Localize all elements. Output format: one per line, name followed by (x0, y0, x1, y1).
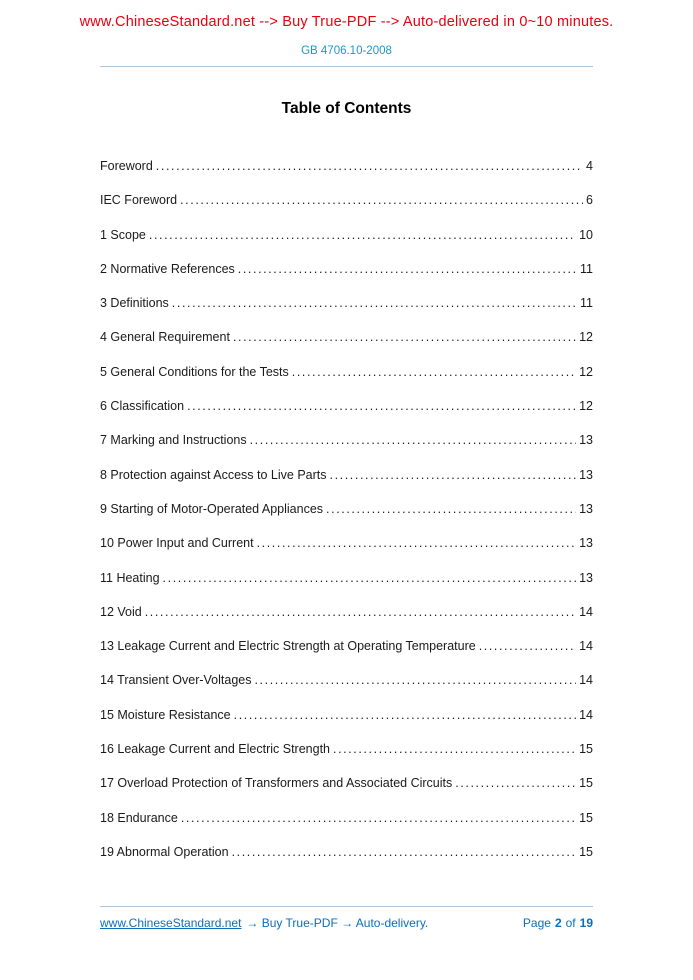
toc-entry-label: 10 Power Input and Current (100, 536, 254, 551)
toc-entry[interactable] (100, 183, 593, 217)
toc-leader-dots (180, 183, 583, 217)
toc-leader-dots (292, 355, 576, 389)
header-divider (100, 66, 593, 67)
toc-leader-dots (455, 766, 576, 800)
toc-entry[interactable] (100, 835, 593, 869)
toc-entry-label: 19 Abnormal Operation (100, 844, 229, 859)
toc-entry[interactable] (100, 801, 593, 835)
toc-entry-label: 9 Starting of Motor-Operated Appliances (100, 501, 324, 516)
toc-entry-page: 11 (580, 261, 593, 276)
toc-entry-page: 13 (579, 501, 593, 516)
toc-entry-label: 5 General Conditions for the Tests (100, 364, 289, 379)
toc-entry-page: 15 (579, 844, 593, 859)
toc-entry[interactable] (100, 766, 593, 800)
toc-entry[interactable] (100, 458, 593, 492)
toc-leader-dots (232, 835, 577, 869)
toc-entry[interactable] (100, 492, 593, 526)
toc-entry-label: 15 Moisture Resistance (100, 707, 231, 722)
page-indicator (523, 916, 593, 930)
toc-entry-label: 6 Classification (100, 399, 185, 414)
toc-leader-dots (145, 595, 576, 629)
toc-entry-label: 11 Heating (100, 570, 160, 585)
toc-leader-dots (163, 561, 577, 595)
promo-banner: www.ChineseStandard.net --> Buy True-PDF --> Auto-delivered in 0~10 minutes. (79, 14, 614, 30)
toc-leader-dots (233, 320, 576, 354)
toc-entry-label: 16 Leakage Current and Electric Strength (100, 742, 330, 757)
toc-entry-page: 14 (579, 707, 593, 722)
toc-leader-dots (172, 286, 577, 320)
page-footer (100, 906, 593, 930)
toc-entry-label: 17 Overload Protection of Transformers and Associated Circuits (100, 776, 453, 791)
toc-entry[interactable] (100, 286, 593, 320)
toc-entry-label: 7 Marking and Instructions (100, 433, 247, 448)
toc-entry[interactable] (100, 561, 593, 595)
toc-leader-dots (187, 389, 576, 423)
toc-leader-dots (254, 663, 576, 697)
toc-leader-dots (479, 629, 576, 663)
toc-entry-label: 2 Normative References (100, 261, 235, 276)
toc-entry[interactable] (100, 252, 593, 286)
toc-entry-label: 18 Endurance (100, 810, 178, 825)
toc-leader-dots (250, 423, 576, 457)
toc-leader-dots (326, 492, 576, 526)
toc-entry-label: Foreword (100, 159, 153, 173)
footer-left (100, 916, 428, 930)
footer-website-link[interactable]: www.ChineseStandard.net (100, 916, 242, 930)
toc-list (100, 149, 593, 869)
toc-entry-page: 14 (579, 604, 593, 619)
toc-entry-page: 13 (579, 536, 593, 551)
toc-entry-label: 1 Scope (100, 227, 146, 242)
toc-entry-label: 8 Protection against Access to Live Parts (100, 467, 327, 482)
toc-leader-dots (234, 698, 576, 732)
standard-code: GB 4706.10-2008 (301, 45, 392, 57)
toc-leader-dots (149, 218, 576, 252)
toc-entry[interactable] (100, 423, 593, 457)
toc-leader-dots (257, 526, 577, 560)
toc-entry-page: 13 (579, 570, 593, 585)
toc-entry-label: IEC Foreword (100, 193, 178, 208)
toc-entry[interactable] (100, 355, 593, 389)
toc-entry[interactable] (100, 595, 593, 629)
page-label: Page (522, 916, 551, 930)
toc-leader-dots (238, 252, 577, 286)
toc-leader-dots (333, 732, 576, 766)
toc-entry-page: 12 (579, 399, 593, 414)
toc-leader-dots (330, 458, 577, 492)
toc-entry[interactable] (100, 320, 593, 354)
toc-entry-page: 15 (579, 810, 593, 825)
toc-entry[interactable] (100, 732, 593, 766)
toc-entry[interactable] (100, 218, 593, 252)
toc-entry-label: 3 Definitions (100, 296, 169, 311)
toc-entry[interactable] (100, 526, 593, 560)
toc-entry-page: 11 (580, 296, 593, 311)
toc-entry-label: 14 Transient Over-Voltages (100, 673, 252, 688)
toc-entry[interactable] (100, 629, 593, 663)
toc-entry-page: 12 (579, 330, 593, 345)
footer-divider (100, 906, 593, 907)
toc-leader-dots (181, 801, 576, 835)
footer-tagline: → Buy True-PDF → Auto-delivery. (246, 916, 429, 930)
toc-entry[interactable] (100, 389, 593, 423)
toc-entry-page: 12 (579, 364, 593, 379)
toc-leader-dots (156, 149, 583, 183)
toc-entry-page: 10 (579, 227, 593, 242)
toc-entry-label: 12 Void (100, 604, 142, 619)
toc-entry-page: 4 (586, 159, 593, 173)
toc-entry-page: 14 (579, 673, 593, 688)
toc-entry-page: 13 (579, 433, 593, 448)
toc-entry-page: 13 (579, 467, 593, 482)
toc-entry-page: 14 (579, 639, 593, 654)
page-title: Table of Contents (281, 100, 412, 117)
toc-entry[interactable] (100, 663, 593, 697)
toc-entry-label: 4 General Requirement (100, 330, 230, 345)
toc-entry[interactable] (100, 698, 593, 732)
toc-entry-page: 6 (586, 193, 593, 208)
of-label: of (565, 916, 576, 930)
toc-entry-label: 13 Leakage Current and Electric Strength at Operating Temperature (100, 639, 476, 654)
toc-entry[interactable] (100, 149, 593, 183)
toc-entry-page: 15 (579, 742, 593, 757)
toc-entry-page: 15 (579, 776, 593, 791)
current-page-number: 2 (554, 916, 562, 930)
total-pages-number: 19 (579, 916, 593, 930)
